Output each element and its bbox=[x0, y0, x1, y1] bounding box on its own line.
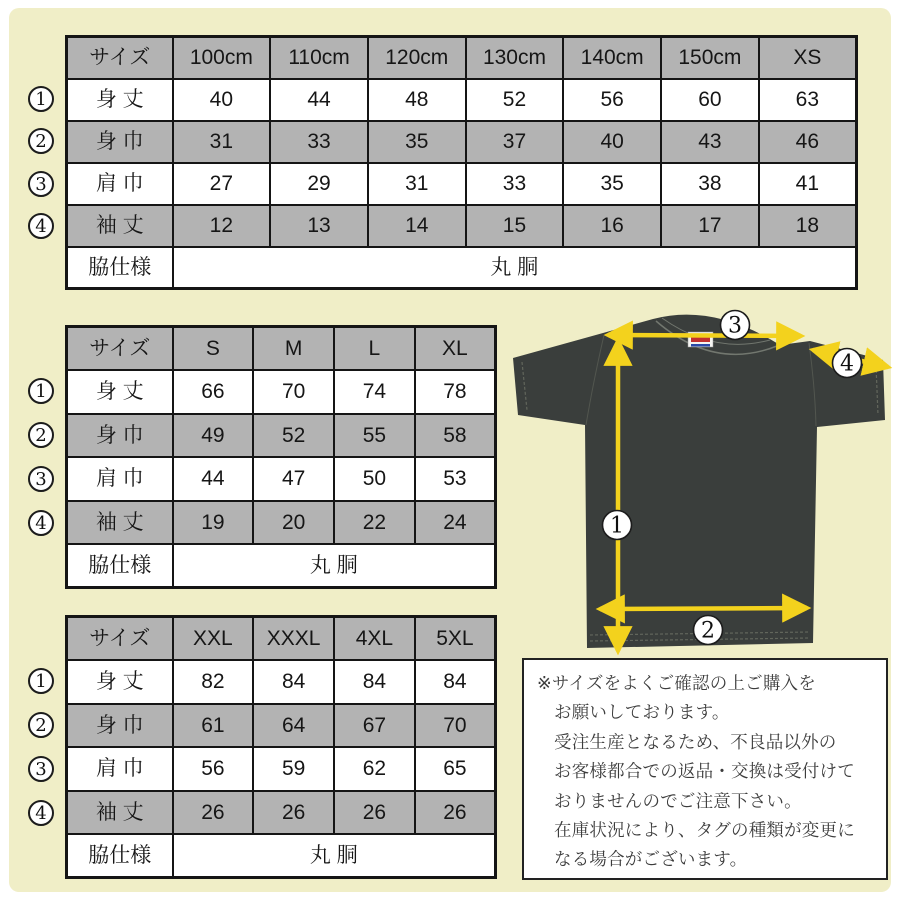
row-label: 肩 巾 bbox=[67, 163, 173, 205]
row-marker-1: 1 bbox=[28, 86, 54, 112]
row-marker-2: 2 bbox=[28, 422, 54, 448]
cell: 26 bbox=[253, 791, 334, 835]
row-label: 袖 丈 bbox=[67, 791, 173, 835]
cell: 78 bbox=[415, 370, 496, 414]
cell: 38 bbox=[661, 163, 759, 205]
cell: 58 bbox=[415, 414, 496, 458]
table-row bbox=[67, 163, 857, 205]
table-row bbox=[67, 370, 496, 414]
cell: 46 bbox=[759, 121, 857, 163]
tshirt-marker-3 bbox=[721, 311, 750, 340]
table-header-row bbox=[67, 327, 496, 371]
cell: 35 bbox=[368, 121, 466, 163]
row-marker-3: 3 bbox=[28, 756, 54, 782]
col-header: S bbox=[173, 327, 254, 371]
purchase-note bbox=[522, 658, 888, 880]
col-header: サイズ bbox=[67, 617, 173, 661]
row-label: 袖 丈 bbox=[67, 205, 173, 247]
svg-text:3: 3 bbox=[728, 313, 742, 339]
row-marker-4: 4 bbox=[28, 213, 54, 239]
cell: 13 bbox=[270, 205, 368, 247]
table-row bbox=[67, 457, 496, 501]
cell: 61 bbox=[173, 704, 254, 748]
row-marker-2: 2 bbox=[28, 128, 54, 154]
cell: 12 bbox=[173, 205, 271, 247]
cell: 14 bbox=[368, 205, 466, 247]
size-table-kids bbox=[65, 35, 858, 290]
col-header: XL bbox=[415, 327, 496, 371]
row-label: 袖 丈 bbox=[67, 501, 173, 545]
table-row bbox=[67, 414, 496, 458]
col-header: サイズ bbox=[67, 327, 173, 371]
cell: 49 bbox=[173, 414, 254, 458]
tshirt-marker-2 bbox=[694, 616, 723, 645]
note-line: お客様都合での返品・交換は受付けて bbox=[554, 761, 855, 782]
cell: 44 bbox=[270, 79, 368, 121]
cell: 55 bbox=[334, 414, 415, 458]
table-row bbox=[67, 121, 857, 163]
cell: 18 bbox=[759, 205, 857, 247]
shoulder-width-arrow bbox=[608, 335, 801, 336]
table-row bbox=[67, 205, 857, 247]
col-header: L bbox=[334, 327, 415, 371]
col-header: サイズ bbox=[67, 37, 173, 79]
cell: 37 bbox=[466, 121, 564, 163]
tshirt-marker-1 bbox=[603, 511, 632, 540]
cell: 20 bbox=[253, 501, 334, 545]
cell: 33 bbox=[466, 163, 564, 205]
row-label: 身 巾 bbox=[67, 414, 173, 458]
col-header: 130cm bbox=[466, 37, 564, 79]
cell: 65 bbox=[415, 747, 496, 791]
cell: 66 bbox=[173, 370, 254, 414]
cell: 24 bbox=[415, 501, 496, 545]
size-table-adult bbox=[65, 325, 497, 589]
cell: 82 bbox=[173, 660, 254, 704]
cell: 22 bbox=[334, 501, 415, 545]
cell: 26 bbox=[173, 791, 254, 835]
col-header: XXL bbox=[173, 617, 254, 661]
cell: 62 bbox=[334, 747, 415, 791]
note-line: 受注生産となるため、不良品以外の bbox=[554, 731, 837, 752]
body-width-arrow bbox=[600, 608, 807, 609]
cell: 70 bbox=[415, 704, 496, 748]
cell: 56 bbox=[563, 79, 661, 121]
row-label: 身 丈 bbox=[67, 370, 173, 414]
cell: 35 bbox=[563, 163, 661, 205]
table-header-row bbox=[67, 37, 857, 79]
row-marker-4: 4 bbox=[28, 800, 54, 826]
row-label: 肩 巾 bbox=[67, 747, 173, 791]
table-footer-row bbox=[67, 834, 496, 878]
tshirt-marker-4 bbox=[833, 349, 862, 378]
footer-value: 丸 胴 bbox=[173, 544, 496, 588]
col-header: XXXL bbox=[253, 617, 334, 661]
note-line: ※サイズをよくご確認の上ご購入を bbox=[537, 673, 816, 693]
cell: 47 bbox=[253, 457, 334, 501]
note-line: 在庫状況により、タグの種類が変更に bbox=[554, 820, 855, 841]
row-marker-3: 3 bbox=[28, 466, 54, 492]
col-header: 140cm bbox=[563, 37, 661, 79]
row-marker-1: 1 bbox=[28, 668, 54, 694]
row-marker-1: 1 bbox=[28, 378, 54, 404]
svg-text:2: 2 bbox=[701, 618, 715, 644]
cell: 84 bbox=[415, 660, 496, 704]
cell: 64 bbox=[253, 704, 334, 748]
row-label: 肩 巾 bbox=[67, 457, 173, 501]
table-footer-row bbox=[67, 544, 496, 588]
cell: 40 bbox=[173, 79, 271, 121]
footer-value: 丸 胴 bbox=[173, 834, 496, 878]
cell: 56 bbox=[173, 747, 254, 791]
cell: 63 bbox=[759, 79, 857, 121]
note-line: お願いしております。 bbox=[554, 702, 730, 723]
cell: 70 bbox=[253, 370, 334, 414]
row-label: 脇仕様 bbox=[67, 247, 173, 289]
table-row bbox=[67, 79, 857, 121]
cell: 52 bbox=[466, 79, 564, 121]
cell: 27 bbox=[173, 163, 271, 205]
col-header: 5XL bbox=[415, 617, 496, 661]
cell: 50 bbox=[334, 457, 415, 501]
cell: 67 bbox=[334, 704, 415, 748]
table-row bbox=[67, 660, 496, 704]
cell: 44 bbox=[173, 457, 254, 501]
cell: 40 bbox=[563, 121, 661, 163]
col-header: XS bbox=[759, 37, 857, 79]
cell: 59 bbox=[253, 747, 334, 791]
col-header: M bbox=[253, 327, 334, 371]
row-marker-2: 2 bbox=[28, 712, 54, 738]
cell: 16 bbox=[563, 205, 661, 247]
cell: 48 bbox=[368, 79, 466, 121]
cell: 31 bbox=[173, 121, 271, 163]
col-header: 110cm bbox=[270, 37, 368, 79]
cell: 84 bbox=[334, 660, 415, 704]
row-label: 身 巾 bbox=[67, 121, 173, 163]
footer-value: 丸 胴 bbox=[173, 247, 857, 289]
cell: 41 bbox=[759, 163, 857, 205]
table-row bbox=[67, 791, 496, 835]
cell: 52 bbox=[253, 414, 334, 458]
cell: 19 bbox=[173, 501, 254, 545]
row-label: 身 丈 bbox=[67, 660, 173, 704]
row-label: 身 丈 bbox=[67, 79, 173, 121]
cell: 60 bbox=[661, 79, 759, 121]
tshirt-diagram bbox=[500, 305, 900, 660]
table-footer-row bbox=[67, 247, 857, 289]
note-line: なる場合がございます。 bbox=[554, 849, 748, 870]
row-label: 脇仕様 bbox=[67, 834, 173, 878]
table-row bbox=[67, 704, 496, 748]
col-header: 120cm bbox=[368, 37, 466, 79]
row-marker-4: 4 bbox=[28, 510, 54, 536]
cell: 74 bbox=[334, 370, 415, 414]
cell: 84 bbox=[253, 660, 334, 704]
table-row bbox=[67, 747, 496, 791]
col-header: 4XL bbox=[334, 617, 415, 661]
size-table-big bbox=[65, 615, 497, 879]
cell: 26 bbox=[415, 791, 496, 835]
table-header-row bbox=[67, 617, 496, 661]
row-label: 身 巾 bbox=[67, 704, 173, 748]
tshirt-body bbox=[513, 315, 885, 648]
cell: 29 bbox=[270, 163, 368, 205]
cell: 17 bbox=[661, 205, 759, 247]
cell: 53 bbox=[415, 457, 496, 501]
table-row bbox=[67, 501, 496, 545]
cell: 31 bbox=[368, 163, 466, 205]
row-label: 脇仕様 bbox=[67, 544, 173, 588]
svg-text:1: 1 bbox=[610, 513, 624, 539]
svg-text:4: 4 bbox=[840, 351, 854, 377]
col-header: 100cm bbox=[173, 37, 271, 79]
col-header: 150cm bbox=[661, 37, 759, 79]
cell: 43 bbox=[661, 121, 759, 163]
cell: 33 bbox=[270, 121, 368, 163]
note-line: おりませんのでご注意下さい。 bbox=[554, 790, 802, 811]
cell: 26 bbox=[334, 791, 415, 835]
cell: 15 bbox=[466, 205, 564, 247]
row-marker-3: 3 bbox=[28, 171, 54, 197]
